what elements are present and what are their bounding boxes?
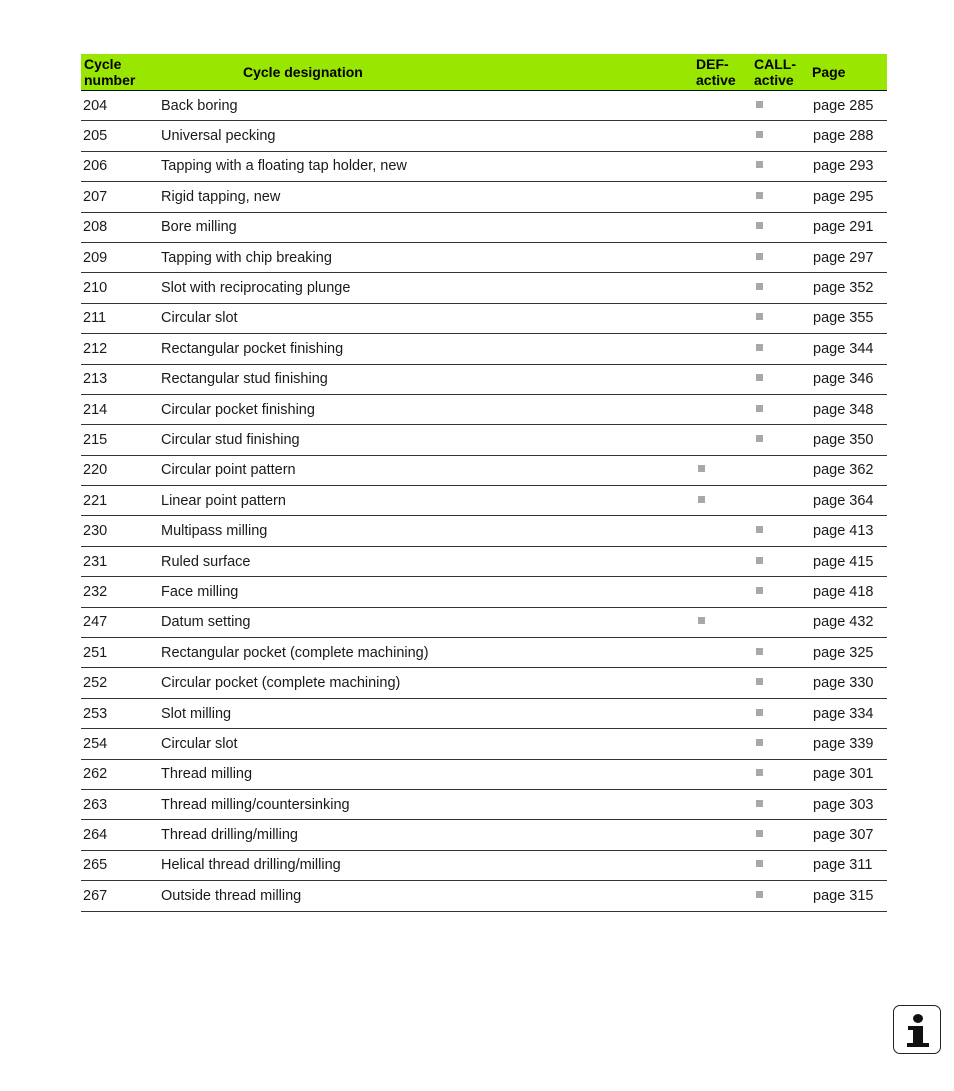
page-reference: page 348: [809, 394, 887, 424]
cycle-designation: Tapping with a floating tap holder, new: [159, 151, 693, 181]
def-active-cell: [693, 303, 751, 333]
table-row: [81, 789, 887, 819]
def-active-cell: [693, 182, 751, 212]
cycle-number: 207: [81, 182, 159, 212]
call-active-cell: [751, 455, 809, 485]
cycle-number: 267: [81, 881, 159, 911]
page-reference: page 325: [809, 638, 887, 668]
table-row: [81, 91, 887, 121]
square-bullet-icon: [756, 648, 763, 655]
page-reference: page 432: [809, 607, 887, 637]
square-bullet-icon: [698, 496, 705, 503]
cycle-designation: Back boring: [159, 91, 693, 121]
table-row: [81, 121, 887, 151]
info-icon: [893, 1005, 941, 1054]
def-active-cell: [693, 668, 751, 698]
cycle-number: 209: [81, 242, 159, 272]
page-reference: page 288: [809, 121, 887, 151]
cycle-number: 221: [81, 486, 159, 516]
square-bullet-icon: [756, 344, 763, 351]
def-active-cell: [693, 151, 751, 181]
def-active-cell: [693, 516, 751, 546]
cycle-designation: Datum setting: [159, 607, 693, 637]
table-row: [81, 698, 887, 728]
call-active-cell: [751, 394, 809, 424]
page-reference: page 418: [809, 577, 887, 607]
table-body: [81, 91, 887, 912]
header-call-line2: active: [754, 72, 794, 88]
page-reference: page 291: [809, 212, 887, 242]
header-cycle-number: [81, 54, 159, 91]
table-row: [81, 759, 887, 789]
def-active-cell: [693, 91, 751, 121]
cycle-designation: Thread drilling/milling: [159, 820, 693, 850]
def-active-cell: [693, 850, 751, 880]
page-reference: page 350: [809, 425, 887, 455]
call-active-cell: [751, 759, 809, 789]
square-bullet-icon: [756, 526, 763, 533]
square-bullet-icon: [756, 283, 763, 290]
cycle-designation: Outside thread milling: [159, 881, 693, 911]
cycle-designation: Ruled surface: [159, 546, 693, 576]
cycle-number: 208: [81, 212, 159, 242]
cycle-designation: Slot with reciprocating plunge: [159, 273, 693, 303]
square-bullet-icon: [756, 222, 763, 229]
square-bullet-icon: [756, 678, 763, 685]
table-row: [81, 850, 887, 880]
cycle-designation: Thread milling/countersinking: [159, 789, 693, 819]
page-reference: page 297: [809, 242, 887, 272]
cycle-designation: Rectangular pocket finishing: [159, 334, 693, 364]
cycle-number: 254: [81, 729, 159, 759]
cycle-number: 263: [81, 789, 159, 819]
call-active-cell: [751, 182, 809, 212]
header-cycle-designation: Cycle designation: [159, 54, 693, 91]
square-bullet-icon: [756, 739, 763, 746]
def-active-cell: [693, 334, 751, 364]
call-active-cell: [751, 638, 809, 668]
table-row: [81, 577, 887, 607]
square-bullet-icon: [756, 313, 763, 320]
call-active-cell: [751, 242, 809, 272]
page-reference: page 285: [809, 91, 887, 121]
cycle-designation: Universal pecking: [159, 121, 693, 151]
def-active-cell: [693, 638, 751, 668]
cycle-designation: Linear point pattern: [159, 486, 693, 516]
def-active-cell: [693, 698, 751, 728]
call-active-cell: [751, 607, 809, 637]
call-active-cell: [751, 668, 809, 698]
def-active-cell: [693, 789, 751, 819]
cycle-designation: Bore milling: [159, 212, 693, 242]
table-row: [81, 242, 887, 272]
cycle-number: 265: [81, 850, 159, 880]
call-active-cell: [751, 698, 809, 728]
page-reference: page 364: [809, 486, 887, 516]
cycle-number: 204: [81, 91, 159, 121]
page-reference: page 346: [809, 364, 887, 394]
table-row: [81, 881, 887, 911]
header-def-line1: DEF-: [696, 56, 729, 72]
square-bullet-icon: [756, 860, 763, 867]
square-bullet-icon: [756, 192, 763, 199]
call-active-cell: [751, 850, 809, 880]
page-reference: page 311: [809, 850, 887, 880]
table-row: [81, 151, 887, 181]
call-active-cell: [751, 820, 809, 850]
square-bullet-icon: [756, 709, 763, 716]
square-bullet-icon: [756, 800, 763, 807]
def-active-cell: [693, 577, 751, 607]
header-call-active: [751, 54, 809, 91]
square-bullet-icon: [756, 587, 763, 594]
cycle-designation: Circular slot: [159, 729, 693, 759]
cycle-number: 247: [81, 607, 159, 637]
cycle-number: 253: [81, 698, 159, 728]
header-call-line1: CALL-: [754, 56, 796, 72]
header-def-line2: active: [696, 72, 736, 88]
cycle-number: 232: [81, 577, 159, 607]
square-bullet-icon: [756, 830, 763, 837]
def-active-cell: [693, 242, 751, 272]
cycle-designation: Multipass milling: [159, 516, 693, 546]
cycle-designation: Circular pocket (complete machining): [159, 668, 693, 698]
table-row: [81, 729, 887, 759]
square-bullet-icon: [698, 617, 705, 624]
def-active-cell: [693, 607, 751, 637]
table-row: [81, 394, 887, 424]
cycle-number: 264: [81, 820, 159, 850]
def-active-cell: [693, 486, 751, 516]
cycle-number: 252: [81, 668, 159, 698]
cycle-designation: Circular pocket finishing: [159, 394, 693, 424]
square-bullet-icon: [756, 769, 763, 776]
def-active-cell: [693, 364, 751, 394]
def-active-cell: [693, 759, 751, 789]
call-active-cell: [751, 273, 809, 303]
page-reference: page 344: [809, 334, 887, 364]
cycle-designation: Tapping with chip breaking: [159, 242, 693, 272]
cycle-number: 214: [81, 394, 159, 424]
call-active-cell: [751, 881, 809, 911]
cycle-designation: Rectangular pocket (complete machining): [159, 638, 693, 668]
header-cycle-number-line1: Cycle: [84, 56, 122, 72]
page-reference: page 334: [809, 698, 887, 728]
def-active-cell: [693, 881, 751, 911]
square-bullet-icon: [756, 101, 763, 108]
table-row: [81, 486, 887, 516]
call-active-cell: [751, 121, 809, 151]
square-bullet-icon: [756, 374, 763, 381]
cycle-number: 231: [81, 546, 159, 576]
page-reference: page 307: [809, 820, 887, 850]
call-active-cell: [751, 334, 809, 364]
cycle-number: 205: [81, 121, 159, 151]
header-def-active: [693, 54, 751, 91]
table-row: [81, 516, 887, 546]
page-reference: page 352: [809, 273, 887, 303]
cycle-designation: Circular point pattern: [159, 455, 693, 485]
page-reference: page 295: [809, 182, 887, 212]
cycle-designation: Circular slot: [159, 303, 693, 333]
call-active-cell: [751, 486, 809, 516]
cycle-overview-table: [81, 54, 887, 912]
cycle-designation: Circular stud finishing: [159, 425, 693, 455]
call-active-cell: [751, 577, 809, 607]
table-row: [81, 455, 887, 485]
call-active-cell: [751, 303, 809, 333]
cycle-designation: Rigid tapping, new: [159, 182, 693, 212]
square-bullet-icon: [756, 253, 763, 260]
cycle-number: 206: [81, 151, 159, 181]
table-row: [81, 820, 887, 850]
page-reference: page 362: [809, 455, 887, 485]
call-active-cell: [751, 151, 809, 181]
square-bullet-icon: [756, 435, 763, 442]
header-page: Page: [809, 54, 887, 91]
page-reference: page 413: [809, 516, 887, 546]
def-active-cell: [693, 212, 751, 242]
call-active-cell: [751, 212, 809, 242]
page-reference: page 293: [809, 151, 887, 181]
def-active-cell: [693, 273, 751, 303]
header-cycle-number-line2: number: [84, 72, 136, 88]
square-bullet-icon: [698, 465, 705, 472]
page-reference: page 301: [809, 759, 887, 789]
cycle-number: 251: [81, 638, 159, 668]
table-row: [81, 303, 887, 333]
page-reference: page 330: [809, 668, 887, 698]
square-bullet-icon: [756, 405, 763, 412]
def-active-cell: [693, 425, 751, 455]
def-active-cell: [693, 121, 751, 151]
cycle-number: 262: [81, 759, 159, 789]
cycle-number: 230: [81, 516, 159, 546]
page-reference: page 355: [809, 303, 887, 333]
cycle-number: 210: [81, 273, 159, 303]
call-active-cell: [751, 364, 809, 394]
def-active-cell: [693, 729, 751, 759]
cycle-number: 220: [81, 455, 159, 485]
page-reference: page 315: [809, 881, 887, 911]
call-active-cell: [751, 546, 809, 576]
table-row: [81, 364, 887, 394]
table-row: [81, 638, 887, 668]
def-active-cell: [693, 394, 751, 424]
cycle-designation: Thread milling: [159, 759, 693, 789]
page-reference: page 339: [809, 729, 887, 759]
square-bullet-icon: [756, 557, 763, 564]
cycle-number: 213: [81, 364, 159, 394]
table-row: [81, 546, 887, 576]
def-active-cell: [693, 455, 751, 485]
def-active-cell: [693, 820, 751, 850]
table-row: [81, 212, 887, 242]
cycle-number: 211: [81, 303, 159, 333]
square-bullet-icon: [756, 131, 763, 138]
call-active-cell: [751, 516, 809, 546]
cycle-number: 212: [81, 334, 159, 364]
table-row: [81, 607, 887, 637]
def-active-cell: [693, 546, 751, 576]
table-row: [81, 425, 887, 455]
table-row: [81, 182, 887, 212]
table-row: [81, 273, 887, 303]
table-row: [81, 334, 887, 364]
call-active-cell: [751, 425, 809, 455]
square-bullet-icon: [756, 161, 763, 168]
call-active-cell: [751, 789, 809, 819]
cycle-designation: Slot milling: [159, 698, 693, 728]
cycle-designation: Face milling: [159, 577, 693, 607]
cycle-designation: Helical thread drilling/milling: [159, 850, 693, 880]
table-header-row: [81, 54, 887, 91]
cycle-number: 215: [81, 425, 159, 455]
table-row: [81, 668, 887, 698]
call-active-cell: [751, 91, 809, 121]
call-active-cell: [751, 729, 809, 759]
page-reference: page 415: [809, 546, 887, 576]
square-bullet-icon: [756, 891, 763, 898]
page-reference: page 303: [809, 789, 887, 819]
cycle-designation: Rectangular stud finishing: [159, 364, 693, 394]
